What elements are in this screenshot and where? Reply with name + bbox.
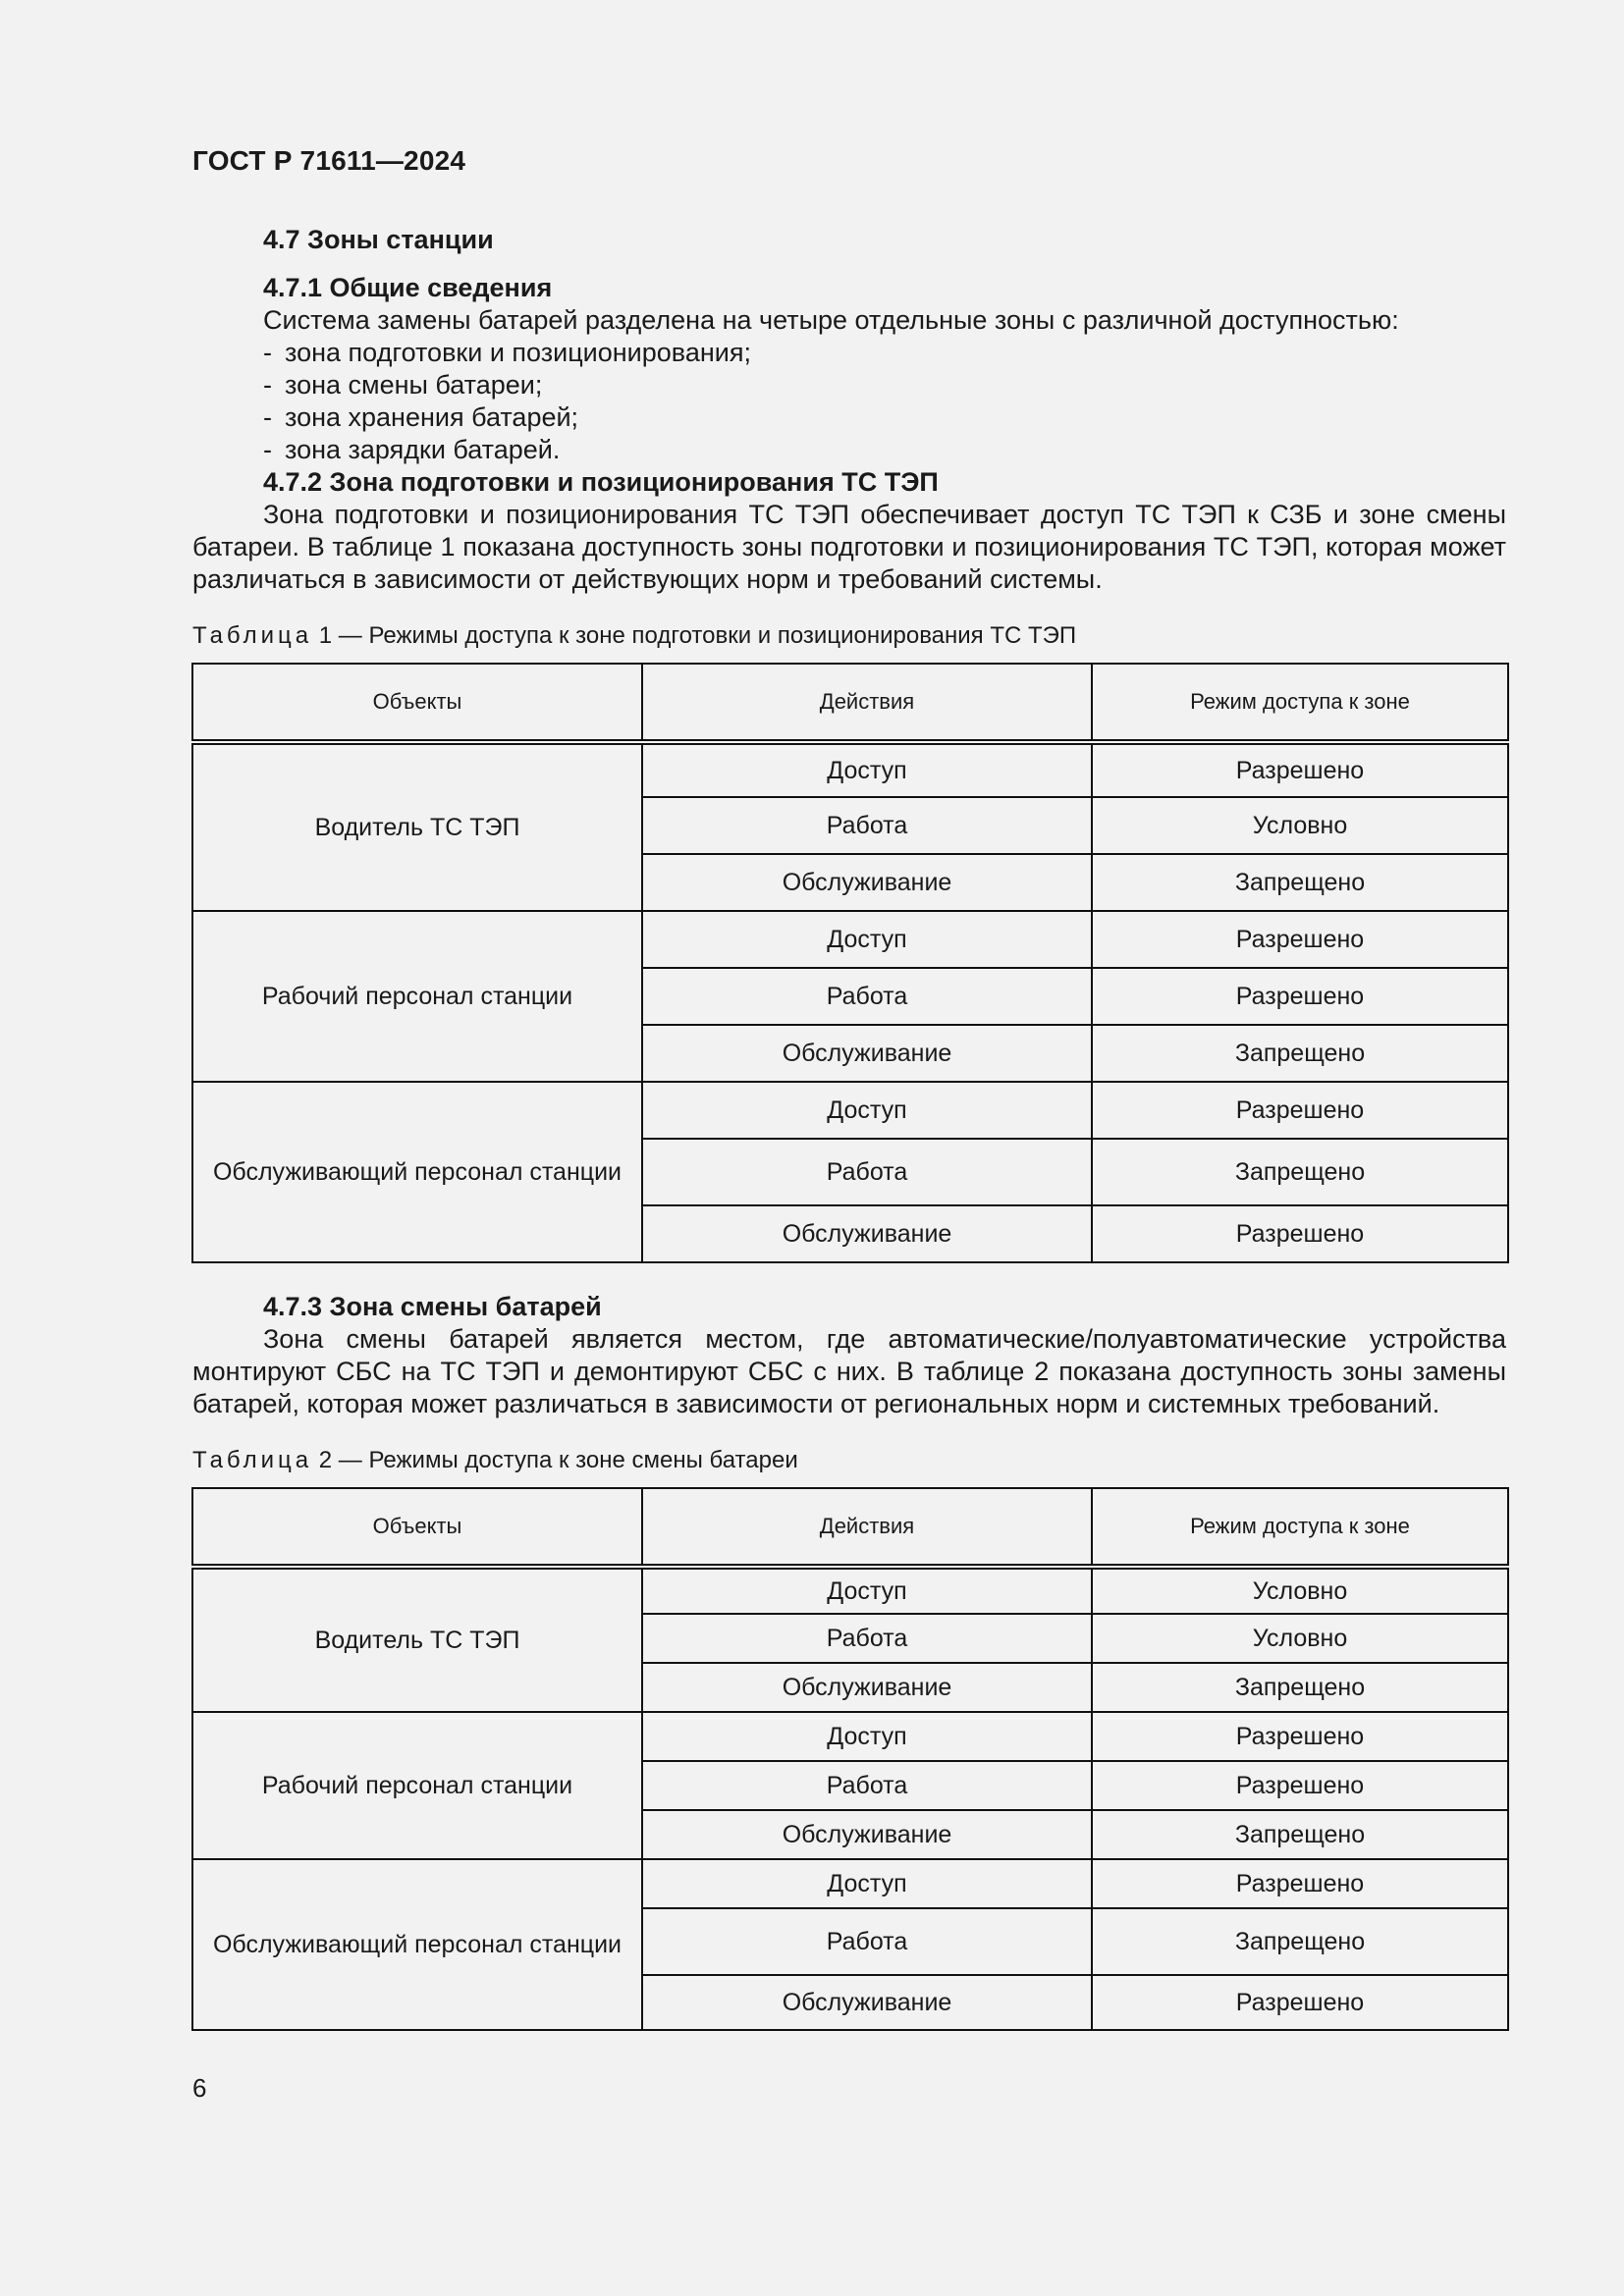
table2-caption-label: Таблица: [192, 1447, 313, 1473]
table-header-row: [192, 1488, 1508, 1567]
action-cell: Работа: [642, 1761, 1092, 1810]
table-header-row: [192, 664, 1508, 742]
mode-cell: Запрещено: [1092, 1810, 1508, 1859]
section-4-7-2-text: Зона подготовки и позиционирования ТС ТЭП обеспечивает доступ ТС ТЭП к СЗБ и зоне смены батареи. В таблице 1 показана доступность зоны подготовки и позиционирования ТС ТЭП, которая может различаться в зависимости от действующих норм и требований системы.: [192, 500, 1506, 594]
mode-cell: Условно: [1092, 1614, 1508, 1663]
list-item: - зона хранения батарей;: [263, 402, 579, 432]
table2: [191, 1487, 1509, 2031]
list-item-text: зона зарядки батарей.: [285, 435, 561, 464]
page-number: 6: [192, 2073, 207, 2103]
mode-cell: Разрешено: [1092, 1761, 1508, 1810]
mode-cell: Запрещено: [1092, 854, 1508, 911]
table1-caption-text: 1 — Режимы доступа к зоне подготовки и позиционирования ТС ТЭП: [312, 622, 1077, 649]
action-cell: Обслуживание: [642, 1663, 1092, 1712]
table-row: [192, 1567, 1508, 1614]
action-cell: Обслуживание: [642, 1025, 1092, 1082]
mode-cell: Разрешено: [1092, 1712, 1508, 1761]
list-item-text: зона подготовки и позиционирования;: [285, 338, 751, 367]
section-4-7-title: 4.7 Зоны станции: [263, 225, 494, 254]
action-cell: Работа: [642, 1614, 1092, 1663]
table1-caption-label: Таблица: [192, 622, 313, 649]
mode-cell: Разрешено: [1092, 968, 1508, 1025]
header-objects: Объекты: [192, 1488, 642, 1567]
header-access-mode: Режим доступа к зоне: [1092, 1488, 1508, 1567]
action-cell: Работа: [642, 968, 1092, 1025]
mode-cell: Разрешено: [1092, 1859, 1508, 1908]
action-cell: Доступ: [642, 1859, 1092, 1908]
action-cell: Работа: [642, 1139, 1092, 1205]
object-cell: Водитель ТС ТЭП: [192, 1567, 642, 1712]
header-actions: Действия: [642, 664, 1092, 742]
object-cell: Рабочий персонал станции: [192, 911, 642, 1082]
header-access-mode: Режим доступа к зоне: [1092, 664, 1508, 742]
header-objects: Объекты: [192, 664, 642, 742]
action-cell: Доступ: [642, 1712, 1092, 1761]
object-cell: Обслуживающий персонал станции: [192, 1859, 642, 2030]
table2-caption-text: 2 — Режимы доступа к зоне смены батареи: [312, 1447, 798, 1473]
list-item: - зона подготовки и позиционирования;: [263, 338, 751, 367]
list-item: - зона смены батареи;: [263, 370, 543, 400]
action-cell: Работа: [642, 797, 1092, 854]
object-cell: Обслуживающий персонал станции: [192, 1082, 642, 1262]
table-row: [192, 911, 1508, 968]
object-cell: Водитель ТС ТЭП: [192, 742, 642, 911]
action-cell: Доступ: [642, 742, 1092, 797]
list-item-text: зона смены батареи;: [285, 370, 543, 400]
action-cell: Доступ: [642, 911, 1092, 968]
mode-cell: Условно: [1092, 1567, 1508, 1614]
table-row: [192, 742, 1508, 797]
action-cell: Доступ: [642, 1082, 1092, 1139]
object-cell: Рабочий персонал станции: [192, 1712, 642, 1859]
mode-cell: Запрещено: [1092, 1908, 1508, 1975]
mode-cell: Разрешено: [1092, 1082, 1508, 1139]
header-actions: Действия: [642, 1488, 1092, 1567]
mode-cell: Запрещено: [1092, 1139, 1508, 1205]
action-cell: Обслуживание: [642, 1810, 1092, 1859]
table-row: [192, 1859, 1508, 1908]
table-row: [192, 1082, 1508, 1139]
mode-cell: Запрещено: [1092, 1663, 1508, 1712]
table2-caption: [192, 1446, 1506, 1475]
section-4-7-2-title: 4.7.2 Зона подготовки и позиционирования ТС ТЭП: [263, 467, 939, 497]
action-cell: Доступ: [642, 1567, 1092, 1614]
section-4-7-3-text: Зона смены батарей является местом, где автоматические/полуавтоматические устройства монтируют СБС на ТС ТЭП и демонтируют СБС с них. В таблице 2 показана доступность зоны замены батарей, которая может различаться в зависимости от региональных норм и системных требований.: [192, 1324, 1506, 1418]
list-item: - зона зарядки батарей.: [263, 435, 561, 464]
mode-cell: Разрешено: [1092, 1205, 1508, 1262]
list-item-text: зона хранения батарей;: [285, 402, 579, 432]
mode-cell: Разрешено: [1092, 911, 1508, 968]
action-cell: Обслуживание: [642, 1205, 1092, 1262]
section-4-7-3-title: 4.7.3 Зона смены батарей: [263, 1292, 602, 1321]
action-cell: Обслуживание: [642, 1975, 1092, 2030]
table1-caption: [192, 621, 1506, 651]
action-cell: Работа: [642, 1908, 1092, 1975]
mode-cell: Разрешено: [1092, 742, 1508, 797]
mode-cell: Разрешено: [1092, 1975, 1508, 2030]
document-header: ГОСТ Р 71611—2024: [192, 145, 466, 176]
mode-cell: Условно: [1092, 797, 1508, 854]
section-4-7-1-title: 4.7.1 Общие сведения: [263, 273, 553, 302]
section-4-7-1-intro: Система замены батарей разделена на четыре отдельные зоны с различной доступностью:: [263, 305, 1399, 335]
table-row: [192, 1712, 1508, 1761]
page-content: [192, 224, 1506, 2031]
table1: [191, 663, 1509, 1263]
zones-list: [192, 337, 1506, 466]
mode-cell: Запрещено: [1092, 1025, 1508, 1082]
action-cell: Обслуживание: [642, 854, 1092, 911]
